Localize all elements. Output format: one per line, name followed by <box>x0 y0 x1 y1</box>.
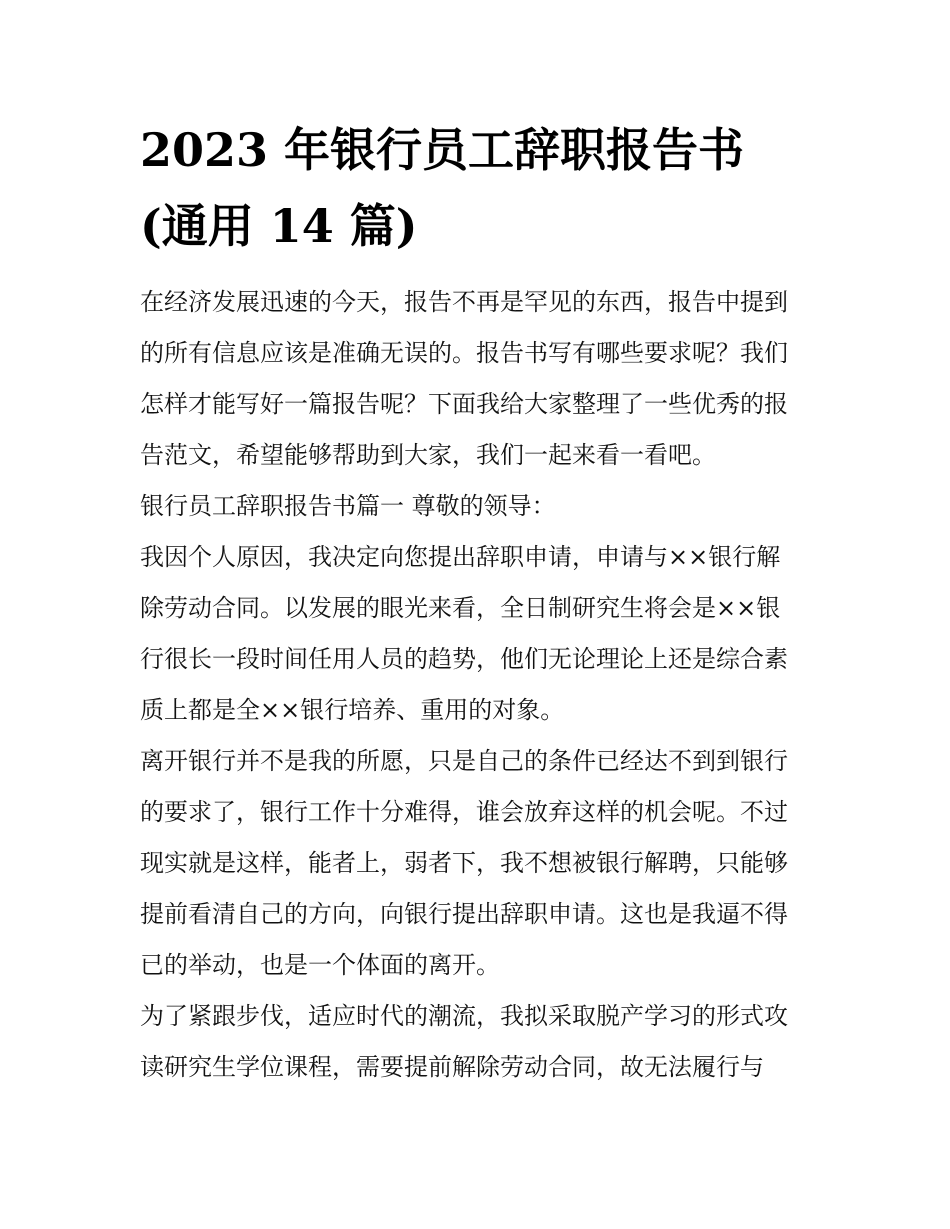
text-line: 银行员工辞职报告书篇一 尊敬的领导： <box>140 492 556 520</box>
text-line: 怎样才能写好一篇报告呢？下面我给大家整理了一些优秀的报 <box>140 390 788 418</box>
text-line: 已的举动，也是一个体面的离开。 <box>140 951 500 979</box>
title-line-2: (通用 14 篇) <box>140 199 418 253</box>
body-paragraph-2 <box>140 736 812 991</box>
text-line: 为了紧跟步伐，适应时代的潮流，我拟采取脱产学习的形式攻 <box>140 1002 788 1030</box>
text-line: 我因个人原因，我决定向您提出辞职申请，申请与××银行解 <box>140 543 781 571</box>
section-heading-paragraph <box>140 481 812 532</box>
text-line: 除劳动合同。以发展的眼光来看，全日制研究生将会是××银 <box>140 594 781 622</box>
body-paragraph-1 <box>140 532 812 736</box>
text-line: 告范文，希望能够帮助到大家，我们一起来看一看吧。 <box>140 441 716 469</box>
document-page <box>140 112 812 1093</box>
text-line: 在经济发展迅速的今天，报告不再是罕见的东西，报告中提到 <box>140 288 788 316</box>
text-line: 行很长一段时间任用人员的趋势，他们无论理论上还是综合素 <box>140 645 788 673</box>
text-line: 质上都是全××银行培养、重用的对象。 <box>140 696 565 724</box>
body-paragraph-3 <box>140 991 812 1093</box>
text-line: 提前看清自己的方向，向银行提出辞职申请。这也是我逼不得 <box>140 900 788 928</box>
text-line: 读研究生学位课程，需要提前解除劳动合同，故无法履行与 <box>140 1053 764 1081</box>
text-line: 现实就是这样，能者上，弱者下，我不想被银行解聘，只能够 <box>140 849 788 877</box>
text-line: 离开银行并不是我的所愿，只是自己的条件已经达不到到银行 <box>140 747 788 775</box>
intro-paragraph <box>140 277 812 481</box>
text-line: 的所有信息应该是准确无误的。报告书写有哪些要求呢？我们 <box>140 339 788 367</box>
document-body <box>140 277 812 1093</box>
text-line: 的要求了，银行工作十分难得，谁会放弃这样的机会呢。不过 <box>140 798 788 826</box>
title-line-1: 2023 年银行员工辞职报告书 <box>140 123 745 177</box>
document-title <box>140 112 812 264</box>
